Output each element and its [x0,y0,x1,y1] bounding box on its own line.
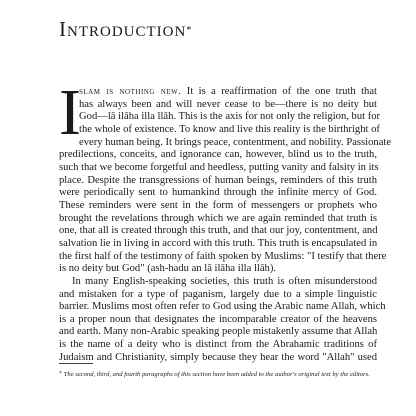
footnote [59,370,377,379]
paragraph-2-line: and earth. Many non-Arabic speaking people mistakenly assume that Allah [59,326,378,338]
paragraph-1-line: such that we become forgetful and heedless, putting vanity and falsity in its [59,161,379,173]
footnote-divider [59,363,93,364]
footnote-reference-mark: * [186,25,193,36]
footnote-mark: * [59,371,62,377]
paragraph-1-line: slam is nothing new. It is a reaffirmation of the one truth that [79,86,377,97]
paragraph-1 [59,76,392,276]
paragraph-2-line: barrier. Muslims most often refer to God using the Arabic name Allah, which [59,301,386,313]
paragraph-2-line: In many English-speaking societies, this truth is often misunderstood [72,275,377,287]
footnote-text: The second, third, and fourth paragraphs of this section have been added to the author's original text by the editors. [62,371,370,378]
paragraph-1-line: the first half of the testimony of faith spoken by Muslims: "I testify that there [59,250,387,262]
paragraph-1-line: is no deity but God" (ash-hadu an lā ilāha illa llāh). [59,263,277,275]
chapter-title [59,16,192,42]
paragraph-2-line: and mistaken for a type of paganism, largely due to a simple linguistic [59,288,377,300]
paragraph-1-line: the whole of existence. To know and live this reality is the birthright of [79,123,380,135]
paragraph-1-line: every human being. It brings peace, contentment, and nobility. Passionate [79,136,392,148]
paragraph-1-line: brought the revelations through which we are again reminded that truth is [59,212,377,224]
paragraph-1-line: place. Despite the transgressions of human beings, reminders of this truth [59,174,377,186]
paragraph-2-line: is the name of a deity who is distinct from the Abrahamic traditions of [59,339,377,351]
paragraph-1-line: predilections, conceits, and ignorance can, however, blind us to the truth, [59,149,377,161]
body-text [59,76,392,364]
lead-in-small-caps: slam is nothing new. [79,86,182,97]
drop-cap: I [59,76,81,149]
chapter-title-text: Introduction [59,17,187,41]
paragraph-1-line: has always been and will never cease to be—there is no deity but [79,98,377,110]
paragraph-2-line: Judaism and Christianity, simply because they hear the word "Allah" used [59,351,377,363]
paragraph-1-line: These reminders were sent in the form of messengers or prophets who [59,199,377,211]
paragraph-1-line: God—lā ilāha illa llāh. This is the axis for not only the religion, but for [79,111,381,123]
paragraph-2-line: is a proper noun that designates the incomparable creator of the heavens [59,313,377,325]
paragraph-1-line: were periodically sent to humankind through the infinite mercy of God. [59,187,377,199]
paragraph-1-line: salvation lie in living in accord with this truth. This truth is encapsulated in [59,237,378,249]
paragraph-2 [59,275,386,365]
paragraph-1-line: one, that all is created through this truth, and that our joy, contentment, and [59,225,378,237]
